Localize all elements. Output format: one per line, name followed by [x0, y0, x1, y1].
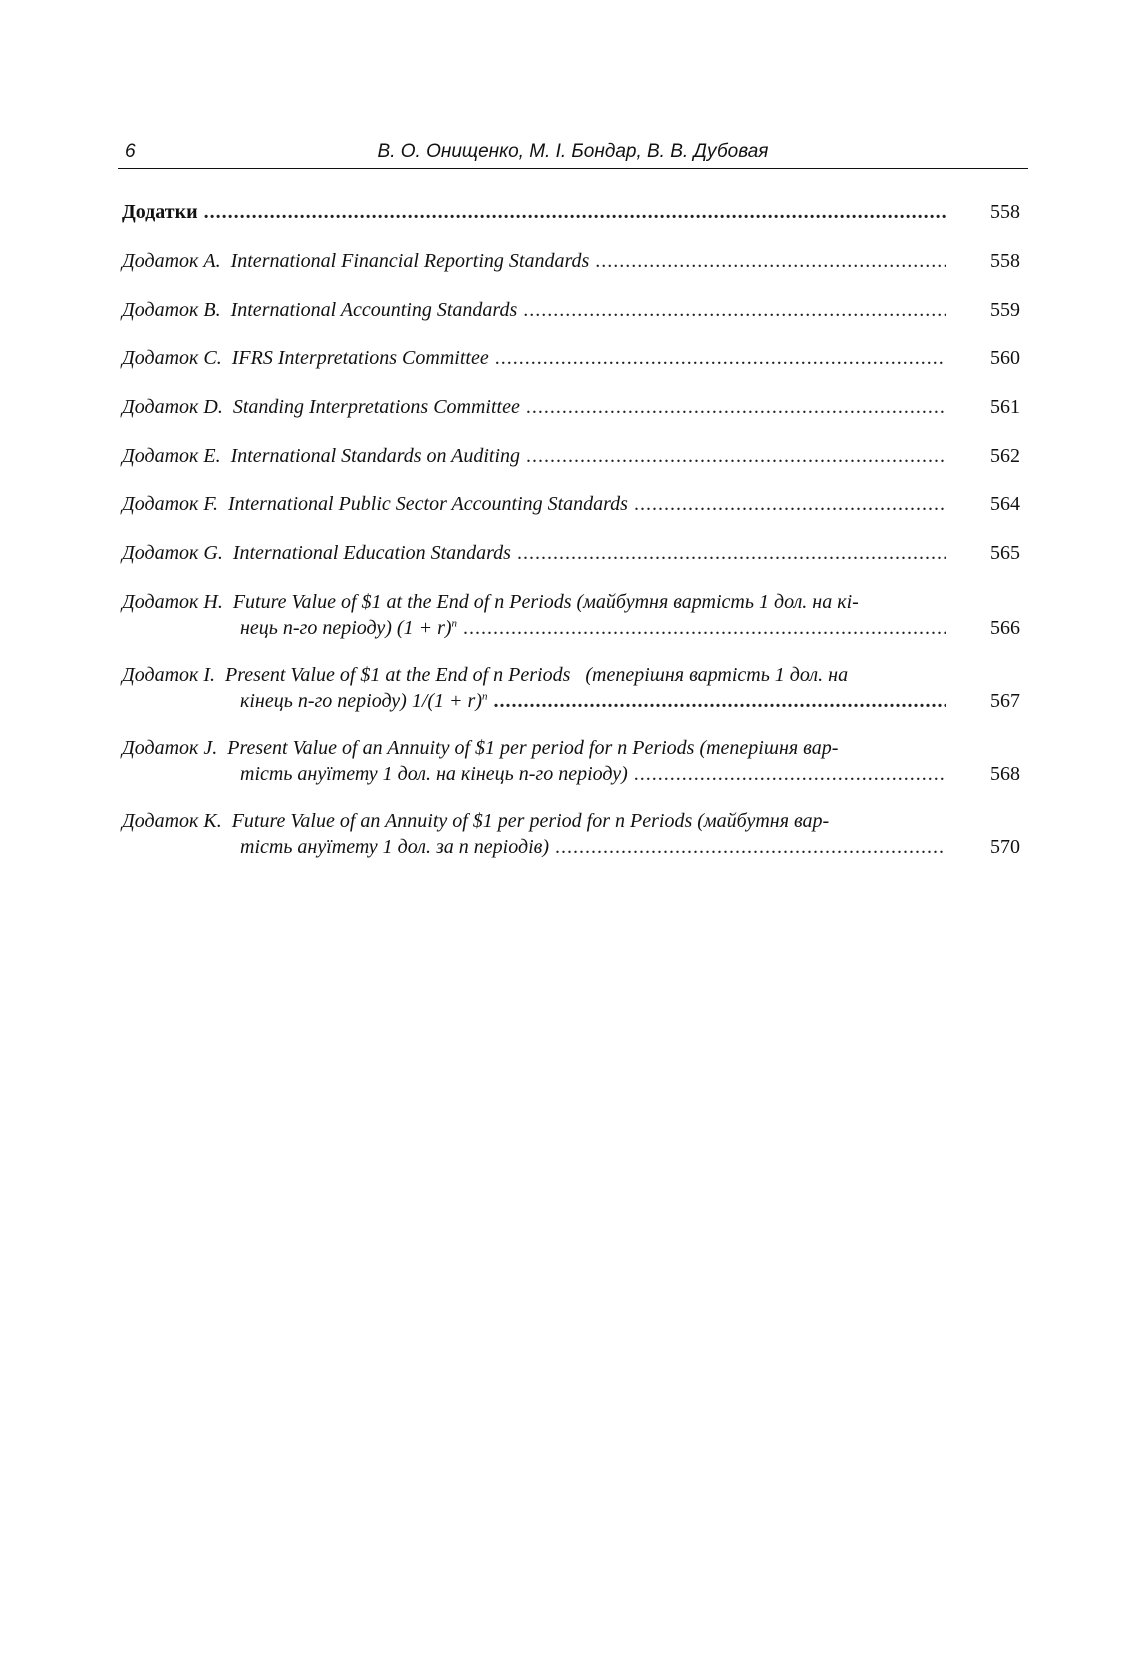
page-number: 6: [125, 141, 136, 162]
toc-entry-title: Додатки: [122, 201, 198, 223]
toc-entry-title-line1: Present Value of an Annuity of $1 per period for n Periods (теперішня вар-: [227, 737, 839, 759]
toc-entry-label: Додаток D.: [122, 396, 223, 418]
toc-entry-page: 564: [990, 493, 1020, 515]
toc-entry-appendix-e[interactable]: [122, 443, 1020, 469]
toc-entry-appendix-g[interactable]: [122, 540, 1020, 566]
toc-entry-label: Додаток E.: [122, 445, 221, 467]
toc-leader-dots: [634, 761, 946, 787]
toc-entry-label: Додаток F.: [122, 493, 219, 515]
toc-entry-label: Додаток G.: [122, 542, 223, 564]
toc-entry-page: 558: [990, 201, 1020, 223]
toc-entry-appendix-i[interactable]: [122, 662, 1020, 714]
toc-entry-page: 562: [990, 445, 1020, 467]
toc-entry-page: 568: [990, 763, 1020, 785]
toc-entry-label: Додаток B.: [122, 299, 221, 321]
toc-entry-superscript: n: [451, 617, 458, 630]
toc-leader-dots: [526, 443, 946, 469]
toc-leader-dots: [526, 394, 946, 420]
toc-entry-title: Standing Interpretations Committee: [232, 396, 520, 418]
toc-entry-label: Додаток C.: [122, 347, 222, 369]
toc-entry-label: Додаток A.: [122, 250, 221, 272]
toc-leader-dots: [495, 345, 946, 371]
toc-entry-title: International Public Sector Accounting Standards: [228, 493, 628, 515]
toc-entry-title: IFRS Interpretations Committee: [231, 347, 489, 369]
toc-entry-superscript: n: [482, 690, 488, 703]
toc-entry-title: International Education Standards: [232, 542, 511, 564]
toc-entry-label: Додаток I.: [122, 664, 216, 686]
toc-entry-page: 558: [990, 250, 1020, 272]
toc-leader-dots: [204, 199, 946, 225]
toc-entry-page: 561: [990, 396, 1020, 418]
toc-leader-dots: [595, 248, 946, 274]
toc-entry-appendix-d[interactable]: [122, 394, 1020, 420]
toc-leader-dots: [494, 688, 947, 714]
page-authors: В. О. Онищенко, М. І. Бондар, В. В. Дубовая: [377, 141, 769, 162]
toc-entry-title-line2: тість ануїтету 1 дол. за n періодів): [240, 836, 549, 858]
toc-entry-title-line2: нець n-го періоду) (1 + r): [240, 617, 452, 639]
toc-entry-title-line2: тість ануїтету 1 дол. на кінець n-го періоду): [240, 763, 628, 785]
toc-entry-appendix-c[interactable]: [122, 345, 1020, 371]
toc-entry-label: Додаток H.: [122, 591, 223, 613]
toc-leader-dots: [463, 615, 946, 641]
toc-entry-page: 570: [990, 836, 1020, 858]
toc-leader-dots: [634, 491, 946, 517]
toc-entry-title: International Financial Reporting Standards: [230, 250, 590, 272]
toc-entry-appendix-b[interactable]: [122, 297, 1020, 323]
toc-leader-dots: [555, 834, 946, 860]
toc-entry-appendix-a[interactable]: [122, 248, 1020, 274]
toc-entry-appendix-j[interactable]: [122, 735, 1020, 787]
toc-entry-title-line1: Present Value of $1 at the End of n Periods (теперішня вартість 1 дол. на: [225, 664, 849, 686]
toc-entry-label: Додаток J.: [122, 737, 218, 759]
page-header: [118, 138, 1028, 169]
toc-entry-title: International Accounting Standards: [230, 299, 518, 321]
toc-entry-page: 560: [990, 347, 1020, 369]
toc-leader-dots: [517, 540, 946, 566]
toc-entry-title-line1: Future Value of $1 at the End of n Periods (майбутня вартість 1 дол. на кі-: [232, 591, 859, 613]
toc-entry-title-line1: Future Value of an Annuity of $1 per period for n Periods (майбутня вар-: [231, 810, 830, 832]
toc-leader-dots: [523, 297, 946, 323]
toc-entry-page: 567: [990, 690, 1020, 712]
toc-entry-page: 565: [990, 542, 1020, 564]
toc-entry-title: International Standards on Auditing: [230, 445, 521, 467]
toc-entry-label: Додаток K.: [122, 810, 222, 832]
toc-entry-appendix-f[interactable]: [122, 491, 1020, 517]
toc-entry-page: 566: [990, 617, 1020, 639]
toc-entry-title-line2: кінець n-го періоду) 1/(1 + r): [240, 690, 482, 712]
toc-entry-appendices[interactable]: [122, 199, 1020, 225]
toc-entry-appendix-k[interactable]: [122, 808, 1020, 860]
toc-entry-appendix-h[interactable]: [122, 589, 1020, 641]
toc-entry-page: 559: [990, 299, 1020, 321]
